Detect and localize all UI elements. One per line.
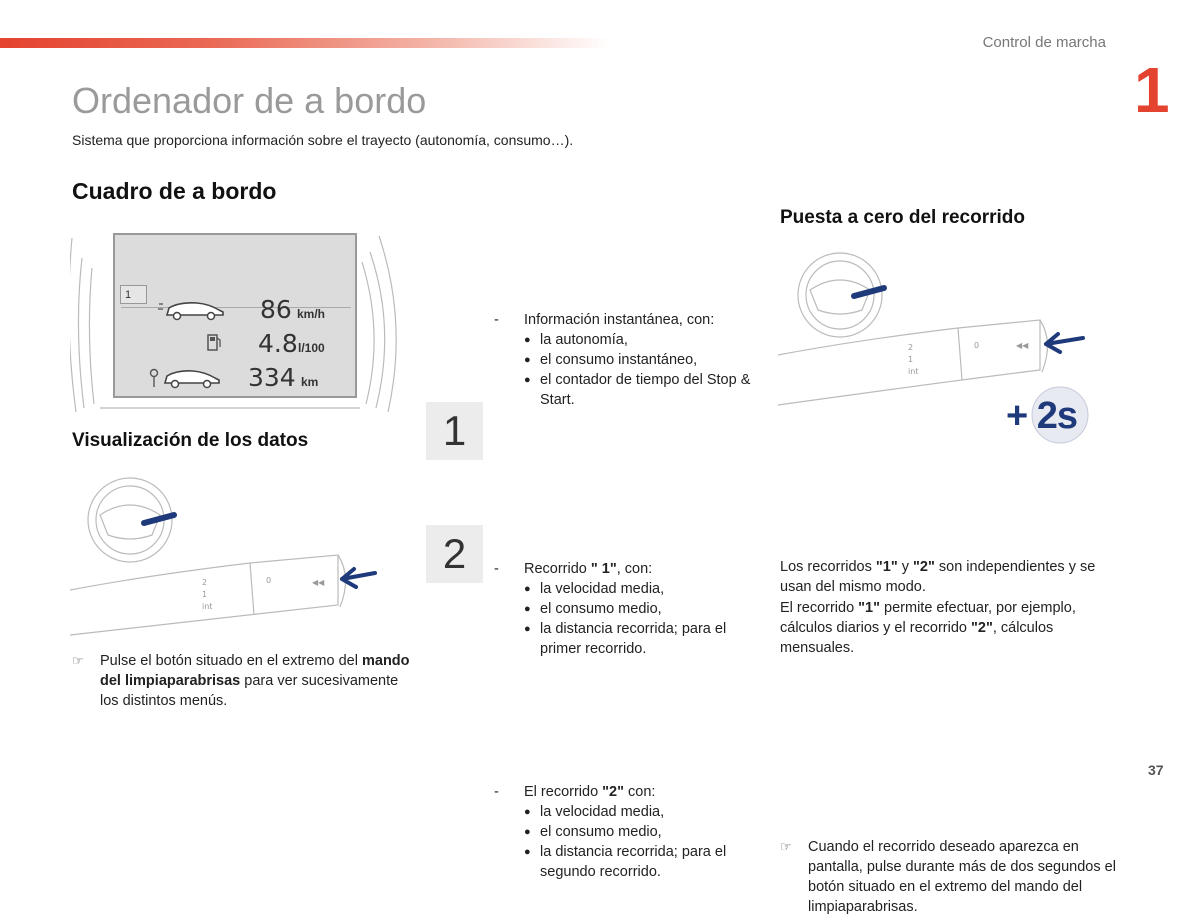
list-item: ● la distancia recorrida; para el segundo recorrido. bbox=[540, 842, 764, 882]
svg-text:◀◀: ◀◀ bbox=[312, 578, 325, 587]
puesta-note bbox=[780, 837, 1118, 917]
chapter-number: 1 bbox=[1134, 54, 1168, 126]
trip-2-block: - El recorrido "2" con: ● la velocidad media, ● el consumo medio, ● la distancia recorrida; para el segundo recorrido. bbox=[494, 782, 764, 882]
svg-text:1: 1 bbox=[202, 590, 208, 599]
display-row-distance bbox=[115, 363, 355, 397]
distance-value: 334 bbox=[248, 363, 296, 392]
hold-2s-badge: + 2s bbox=[1006, 395, 1078, 437]
display-row-consumption bbox=[115, 329, 355, 363]
svg-text:2: 2 bbox=[908, 343, 914, 352]
list-item: ● el consumo medio, bbox=[540, 599, 754, 619]
list-item: ● el consumo instantáneo, bbox=[540, 350, 774, 370]
section-label: Control de marcha bbox=[982, 34, 1106, 51]
note-text: Cuando el recorrido deseado aparezca en pantalla, pulse durante más de dos segundos el botón situado en el extremo del mando del limpiaparabrisas. bbox=[808, 839, 1116, 915]
arrow-icon bbox=[1046, 334, 1083, 352]
list-item: ● la autonomía, bbox=[540, 330, 774, 350]
svg-text:int: int bbox=[202, 602, 213, 611]
trip-1-box: 1 bbox=[426, 402, 483, 460]
list-item: ● la distancia recorrida; para el primer recorrido. bbox=[540, 619, 754, 659]
list-item: ● la velocidad media, bbox=[540, 802, 764, 822]
flag-icon bbox=[149, 367, 221, 389]
page-title: Ordenador de a bordo bbox=[72, 80, 427, 121]
fuel-pump-icon bbox=[207, 332, 221, 352]
svg-text:0: 0 bbox=[974, 341, 980, 350]
trip-1-block: - Recorrido " 1", con: ● la velocidad media, ● el consumo medio, ● la distancia recorrida; para el primer recorrido. bbox=[494, 559, 754, 659]
list-item: ● la velocidad media, bbox=[540, 579, 754, 599]
heading-puesta-a-cero: Puesta a cero del recorrido bbox=[780, 207, 1025, 228]
note-bold: mando del limpiaparabrisas bbox=[100, 653, 410, 689]
car-icon bbox=[157, 299, 227, 321]
visualizacion-note bbox=[72, 651, 410, 711]
speed-value: 86 bbox=[260, 295, 292, 324]
stalk-highlight bbox=[144, 515, 174, 523]
speed-unit: km/h bbox=[297, 307, 326, 321]
pointing-hand-icon: ☞ bbox=[780, 839, 792, 854]
arrow-icon bbox=[342, 569, 375, 587]
puesta-paragraph-1: Los recorridos "1" y "2" son independientes y se usan del mismo modo. bbox=[780, 559, 1096, 595]
note-text-end: para ver sucesivamente los distintos menús. bbox=[100, 673, 399, 709]
wiper-stalk-illustration bbox=[70, 475, 390, 645]
consumption-unit: l/100 bbox=[298, 341, 325, 355]
display-trip-index: 1 bbox=[120, 285, 147, 304]
stalk-highlight bbox=[854, 288, 884, 296]
puesta-paragraph-2: El recorrido "1" permite efectuar, por ejemplo, cálculos diarios y el recorrido "2", cálculos mensuales. bbox=[780, 600, 1076, 656]
svg-text:2: 2 bbox=[202, 578, 208, 587]
page-number: 37 bbox=[1148, 762, 1164, 778]
display-row-speed bbox=[115, 295, 355, 329]
intro-text: Sistema que proporciona información sobre el trayecto (autonomía, consumo…). bbox=[72, 132, 574, 148]
heading-visualizacion: Visualización de los datos bbox=[72, 430, 309, 451]
trip-1-title: Recorrido " 1", con: bbox=[524, 561, 653, 577]
instant-info-title: Información instantánea, con: bbox=[524, 312, 715, 328]
heading-cuadro: Cuadro de a bordo bbox=[72, 178, 277, 204]
svg-text:◀◀: ◀◀ bbox=[1016, 341, 1029, 350]
distance-unit: km bbox=[301, 375, 319, 389]
consumption-value: 4.8 bbox=[258, 329, 298, 358]
trip-2-title: El recorrido "2" con: bbox=[524, 784, 656, 800]
svg-text:0: 0 bbox=[266, 576, 272, 585]
list-item: ● el contador de tiempo del Stop & Start. bbox=[540, 370, 774, 410]
trip-2-box: 2 bbox=[426, 525, 483, 583]
pointing-hand-icon: ☞ bbox=[72, 653, 84, 668]
list-item: ● el consumo medio, bbox=[540, 822, 764, 842]
instant-info-block: - Información instantánea, con: ● la autonomía, ● el consumo instantáneo, ● el contador de tiempo del Stop & Start. bbox=[494, 310, 774, 410]
trip-computer-display bbox=[113, 233, 357, 398]
header-accent-bar bbox=[0, 38, 610, 48]
svg-text:int: int bbox=[908, 367, 919, 376]
note-text: Pulse el botón situado en el extremo del bbox=[100, 653, 362, 669]
svg-text:1: 1 bbox=[908, 355, 914, 364]
